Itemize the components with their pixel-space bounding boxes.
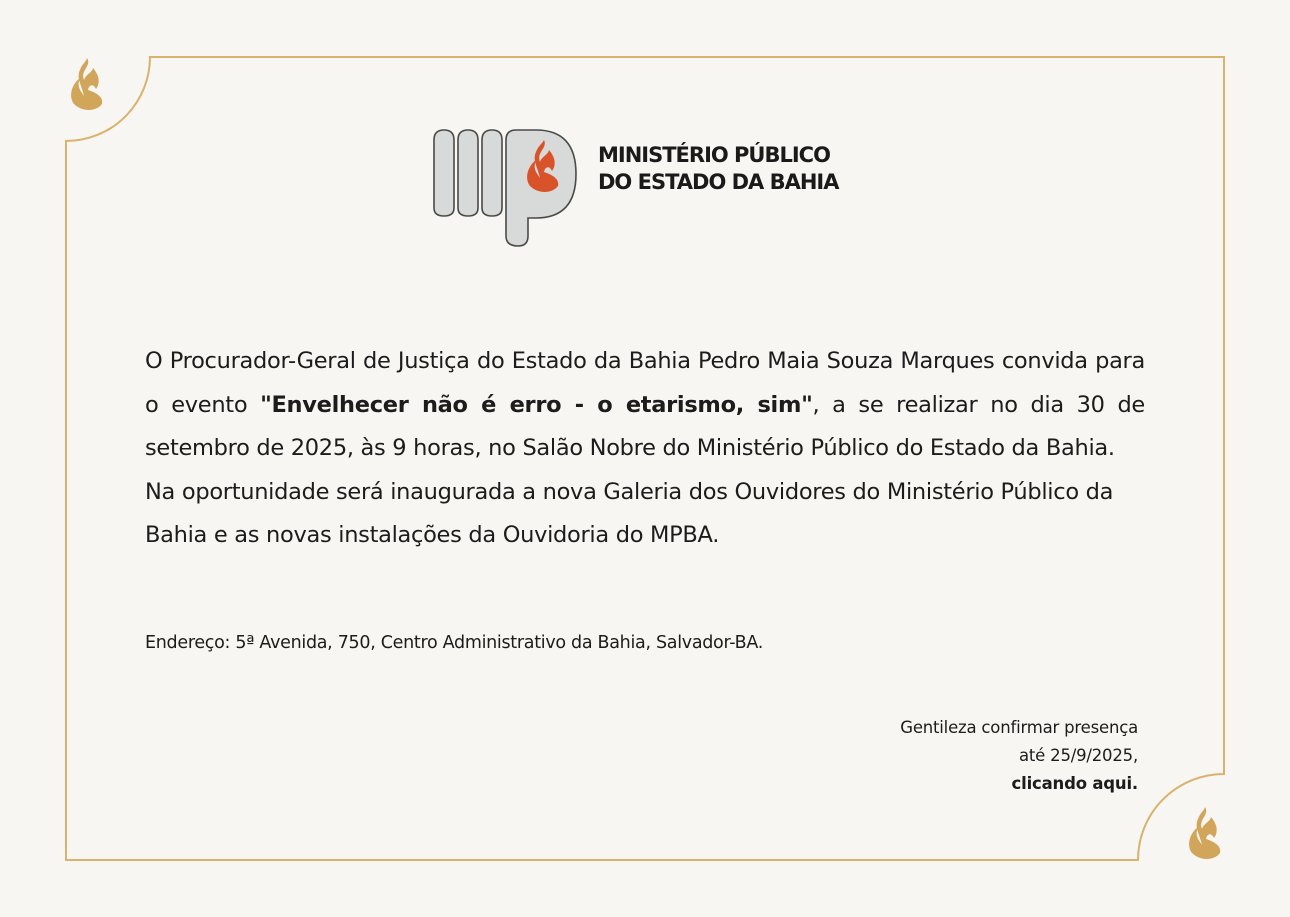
flame-icon-bottom-right <box>1184 805 1226 861</box>
rsvp-deadline: até 25/9/2025, <box>1018 746 1138 765</box>
rsvp-note <box>900 714 1138 798</box>
invitation-paragraph-2: Na oportunidade será inaugurada a nova Galeria dos Ouvidores do Ministério Público da Bahia e as novas instalações da Ouvidoria do MPBA. <box>145 478 1114 548</box>
invitation-details: , a se realizar no dia 30 de setembro de 2025, às 9 horas, no Salão Nobre do Ministério Público do Estado da Bahia. <box>145 391 1145 461</box>
mp-logo-icon <box>432 128 582 248</box>
invitation-body <box>145 340 1145 558</box>
event-address: Endereço: 5ª Avenida, 750, Centro Administrativo da Bahia, Salvador-BA. <box>145 633 763 653</box>
institution-name <box>598 142 839 196</box>
invitation-intro: O Procurador-Geral de Justiça do Estado da Bahia Pedro Maia Souza Marques convida para o evento <box>145 348 1145 418</box>
brand-line-1: MINISTÉRIO PÚBLICO <box>598 143 830 167</box>
brand-line-2: DO ESTADO DA BAHIA <box>598 170 839 194</box>
flame-icon-top-left <box>66 56 108 112</box>
rsvp-line-1: Gentileza confirmar presença <box>900 718 1138 737</box>
event-title: "Envelhecer não é erro - o etarismo, sim" <box>260 391 813 418</box>
rsvp-line-2 <box>900 742 1138 798</box>
rsvp-link[interactable]: clicando aqui. <box>1011 774 1138 793</box>
invitation-paragraph-1 <box>145 340 1145 471</box>
